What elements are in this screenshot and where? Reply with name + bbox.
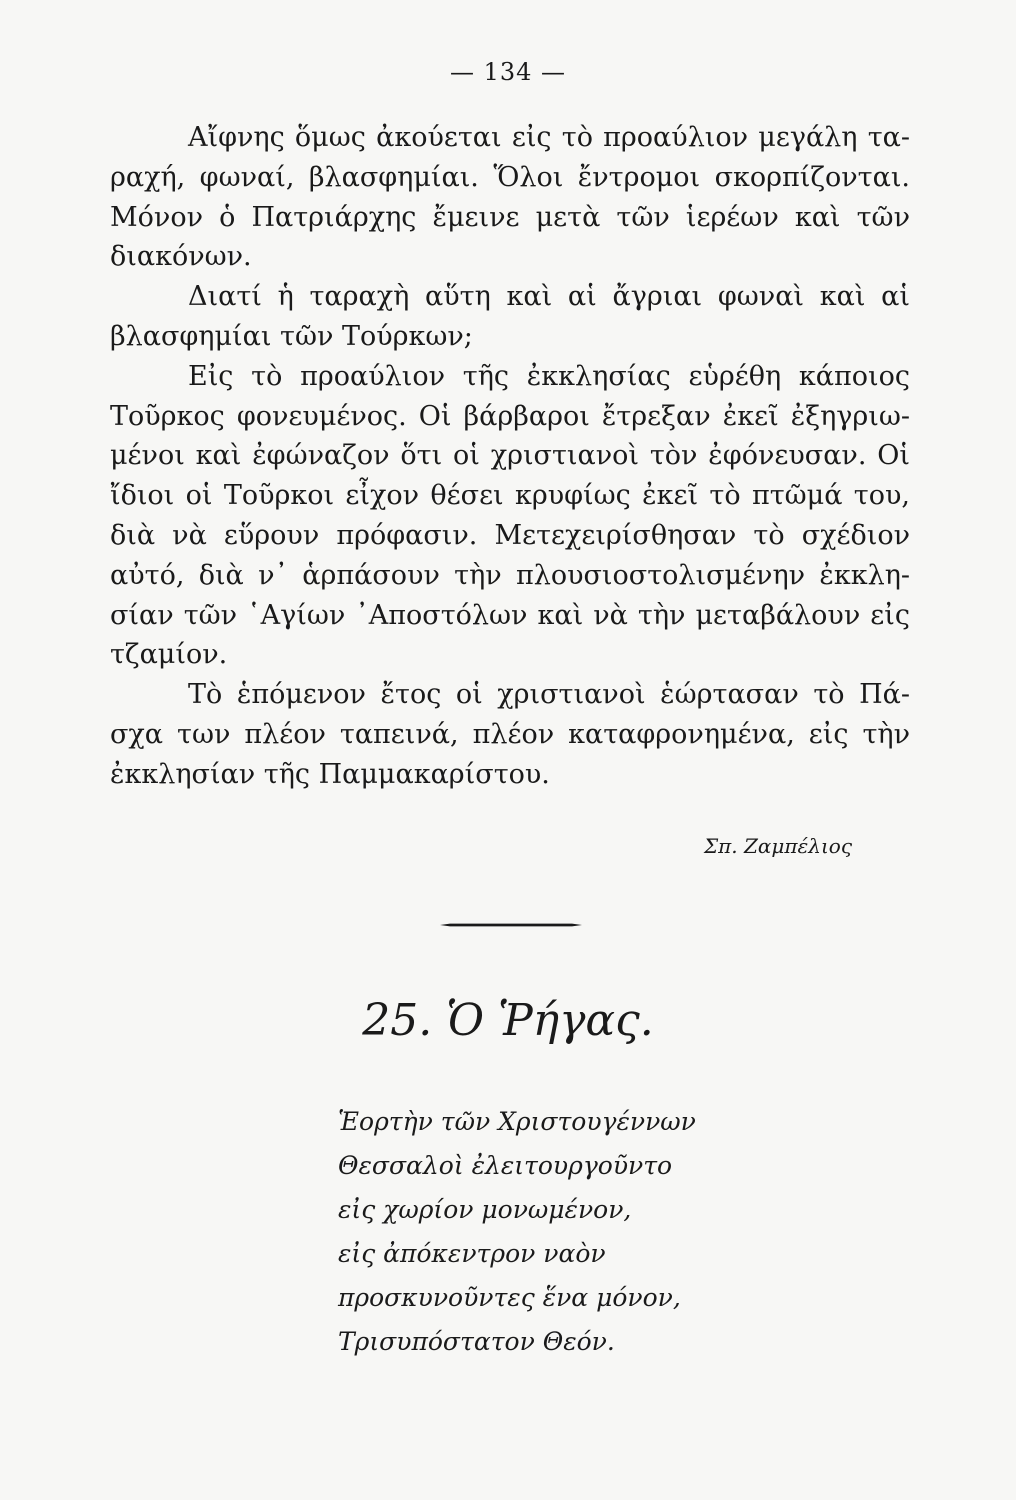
- text-line: σίαν τῶν ῾Αγίων ᾿Αποστόλων καὶ νὰ τὴν μεταβάλουν εἰς: [110, 599, 910, 631]
- section-divider: [440, 922, 582, 928]
- text-line: Τοῦρκος φονευμένος. Οἱ βάρβαροι ἔτρεξαν ἐκεῖ ἐξηγριω-: [110, 400, 910, 432]
- page-number: — 134 —: [449, 58, 567, 86]
- poem-line: προσκυνοῦντες ἕνα μόνον,: [338, 1283, 681, 1312]
- poem-line: Ἑορτὴν τῶν Χριστουγέννων: [338, 1107, 696, 1136]
- poem-line: εἰς ἀπόκεντρον ναὸν: [338, 1239, 606, 1268]
- author-signature: Σπ. Ζαμπέλιος: [704, 834, 853, 858]
- poem-line: Θεσσαλοὶ ἐλειτουργοῦντο: [338, 1151, 673, 1180]
- text-line: διακόνων.: [110, 241, 252, 273]
- body-text: [110, 118, 910, 795]
- text-line: Διατί ἡ ταραχὴ αὕτη καὶ αἱ ἄγριαι φωναὶ καὶ αἱ: [188, 281, 910, 313]
- text-line: αὐτό, διὰ ν᾿ ἁρπάσουν τὴν πλουσιοστολισμένην ἐκκλη-: [110, 559, 910, 591]
- text-line: ἐκκλησίαν τῆς Παμμακαρίστου.: [110, 758, 550, 790]
- section-title: 25. Ὁ Ῥήγας.: [362, 995, 654, 1046]
- text-line: σχα των πλέον ταπεινά, πλέον καταφρονημένα, εἰς τὴν: [110, 718, 910, 750]
- text-line: ραχή, φωναί, βλασφημίαι. Ὅλοι ἔντρομοι σκορπίζονται.: [110, 161, 910, 193]
- text-line: διὰ νὰ εὕρουν πρόφασιν. Μετεχειρίσθησαν τὸ σχέδιον: [110, 519, 910, 551]
- text-line: τζαμίον.: [110, 639, 228, 671]
- poem: [338, 1100, 696, 1364]
- text-line: Αἴφνης ὅμως ἀκούεται εἰς τὸ προαύλιον μεγάλη τα-: [188, 122, 910, 153]
- text-line: Εἰς τὸ προαύλιον τῆς ἐκκλησίας εὑρέθη κάποιος: [188, 360, 910, 392]
- text-line: Μόνον ὁ Πατριάρχης ἔμεινε μετὰ τῶν ἱερέων καὶ τῶν: [110, 201, 910, 233]
- poem-line: Τρισυπόστατον Θεόν.: [338, 1327, 615, 1356]
- text-line: Τὸ ἑπόμενον ἔτος οἱ χριστιανοὶ ἑώρτασαν τὸ Πά-: [188, 679, 910, 711]
- poem-line: εἰς χωρίον μονωμένον,: [338, 1195, 632, 1224]
- text-line: ἴδιοι οἱ Τοῦρκοι εἶχον θέσει κρυφίως ἐκεῖ τὸ πτῶμά του,: [110, 480, 910, 512]
- text-line: βλασφημίαι τῶν Τούρκων;: [110, 320, 473, 352]
- text-line: μένοι καὶ ἐφώναζον ὅτι οἱ χριστιανοὶ τὸν ἐφόνευσαν. Οἱ: [110, 440, 910, 472]
